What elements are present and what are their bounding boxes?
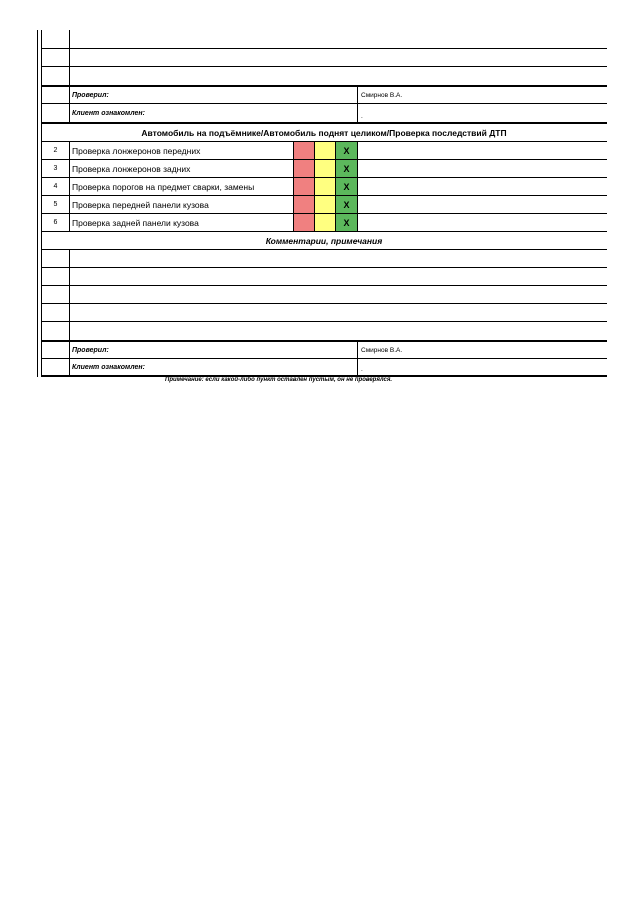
check-item-row: [41, 195, 607, 213]
item-comment-cell[interactable]: [357, 178, 607, 195]
client-value: .: [357, 359, 607, 375]
section-title: Автомобиль на подъёмнике/Автомобиль поднят целиком/Проверка последствий ДТП: [41, 122, 607, 141]
client-label: Клиент ознакомлен:: [69, 359, 357, 375]
status-green-cell[interactable]: X: [335, 214, 357, 231]
check-item-row: [41, 177, 607, 195]
status-yellow-cell[interactable]: [314, 160, 335, 177]
status-yellow-cell[interactable]: [314, 178, 335, 195]
outer-left-border: [37, 30, 38, 377]
status-red-cell[interactable]: [293, 196, 314, 213]
status-red-cell[interactable]: [293, 142, 314, 159]
item-number: 6: [41, 214, 69, 231]
checked-row: [41, 85, 607, 103]
empty-row: [41, 48, 607, 66]
item-text: Проверка лонжеронов задних: [69, 160, 293, 177]
item-number: 2: [41, 142, 69, 159]
check-item-row: [41, 159, 607, 177]
client-value: .: [357, 104, 607, 122]
comment-row: [41, 267, 607, 285]
item-text: Проверка передней панели кузова: [69, 196, 293, 213]
item-number: 5: [41, 196, 69, 213]
item-comment-cell[interactable]: [357, 160, 607, 177]
checked-row-bottom: [41, 340, 607, 358]
item-text: Проверка задней панели кузова: [69, 214, 293, 231]
client-row: [41, 103, 607, 122]
checked-value: Смирнов В.А.: [357, 342, 607, 358]
status-red-cell[interactable]: [293, 160, 314, 177]
empty-row: [41, 66, 607, 85]
checked-label: Проверил:: [69, 342, 357, 358]
item-number: 3: [41, 160, 69, 177]
status-green-cell[interactable]: X: [335, 142, 357, 159]
status-red-cell[interactable]: [293, 178, 314, 195]
item-comment-cell[interactable]: [357, 196, 607, 213]
status-yellow-cell[interactable]: [314, 196, 335, 213]
client-label: Клиент ознакомлен:: [69, 104, 357, 122]
status-green-cell[interactable]: X: [335, 160, 357, 177]
comment-row: [41, 285, 607, 303]
item-comment-cell[interactable]: [357, 214, 607, 231]
footnote: Примечание: если какой-либо пункт оставлен пустым, он не проверялся.: [165, 377, 393, 383]
item-number: 4: [41, 178, 69, 195]
status-yellow-cell[interactable]: [314, 214, 335, 231]
comment-row: [41, 249, 607, 267]
status-green-cell[interactable]: X: [335, 196, 357, 213]
comment-row: [41, 303, 607, 321]
check-item-row: [41, 141, 607, 159]
item-comment-cell[interactable]: [357, 142, 607, 159]
status-green-cell[interactable]: X: [335, 178, 357, 195]
checked-label: Проверил:: [69, 87, 357, 103]
item-text: Проверка порогов на предмет сварки, замены: [69, 178, 293, 195]
status-yellow-cell[interactable]: [314, 142, 335, 159]
client-row-bottom: [41, 358, 607, 375]
comment-row: [41, 321, 607, 340]
comments-title: Комментарии, примечания: [41, 231, 607, 249]
top-divider: [69, 30, 70, 48]
checked-value: Смирнов В.А.: [357, 87, 607, 103]
check-item-row: [41, 213, 607, 231]
status-red-cell[interactable]: [293, 214, 314, 231]
item-text: Проверка лонжеронов передних: [69, 142, 293, 159]
